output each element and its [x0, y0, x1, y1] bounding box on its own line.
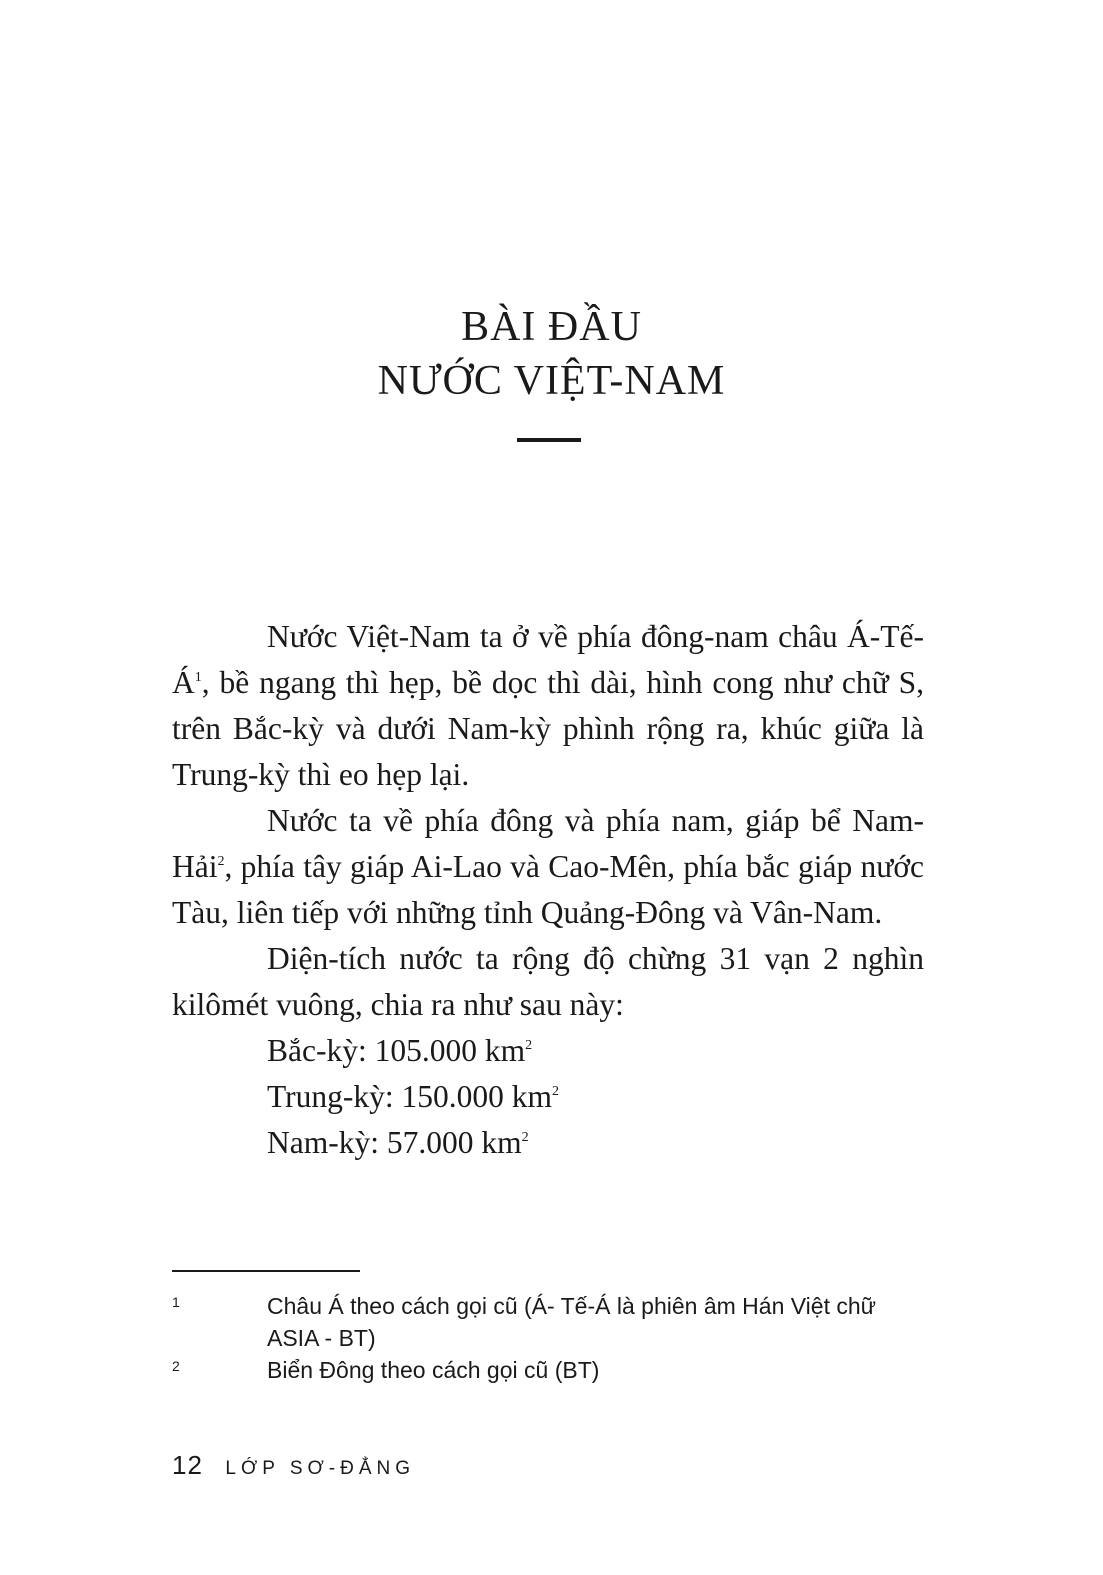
footnote-ref-2[interactable]: 2: [217, 854, 225, 869]
paragraph-1: [172, 614, 924, 798]
footnote-divider: [172, 1270, 360, 1272]
footnote-2: [172, 1354, 924, 1386]
footnote-ref-1[interactable]: 1: [194, 670, 202, 685]
chapter-heading: BÀI ĐẦU: [461, 304, 642, 350]
chapter-title: NƯỚC VIỆT-NAM: [377, 358, 726, 404]
area-bac-ky-unit-sup: 2: [525, 1038, 533, 1053]
area-trung-ky-text: Trung-kỳ: 150.000 km: [267, 1079, 552, 1114]
paragraph-2: [172, 798, 924, 936]
area-trung-ky-unit-sup: 2: [552, 1084, 559, 1099]
footnote-2-number: 2: [172, 1358, 180, 1374]
paragraph-1-text-a: Nước Việt-Nam ta ở về phía đông-nam châu Á-Tế-Á: [172, 619, 924, 700]
chapter-title-block: [0, 300, 1103, 408]
area-bac-ky-text: Bắc-kỳ: 105.000 km: [267, 1033, 526, 1068]
footnote-1: [172, 1290, 924, 1354]
footnote-1-text: Châu Á theo cách gọi cũ (Á- Tế-Á là phiên âm Hán Việt chữ ASIA - BT): [267, 1293, 877, 1351]
body-text: [172, 614, 924, 1166]
paragraph-1-text-b: , bề ngang thì hẹp, bề dọc thì dài, hình cong như chữ S, trên Bắc-kỳ và dưới Nam-kỳ phình rộng ra, khúc giữa là Trung-kỳ thì eo hẹp lại.: [172, 665, 924, 792]
page-number: 12: [172, 1450, 203, 1480]
area-trung-ky: [172, 1074, 924, 1120]
paragraph-3: Diện-tích nước ta rộng độ chừng 31 vạn 2 nghìn kilômét vuông, chia ra như sau này:: [172, 941, 924, 1022]
area-nam-ky-text: Nam-kỳ: 57.000 km: [267, 1125, 522, 1160]
footnote-1-number: 1: [172, 1294, 180, 1310]
area-bac-ky: [172, 1028, 924, 1074]
footnote-2-text: Biển Đông theo cách gọi cũ (BT): [267, 1357, 600, 1383]
paragraph-2-text-a: Nước ta về phía đông và phía nam, giáp bể Nam-Hải: [172, 803, 924, 884]
page-footer: [172, 1450, 415, 1481]
paragraph-2-text-b: , phía tây giáp Ai-Lao và Cao-Mên, phía bắc giáp nước Tàu, liên tiếp với những tỉnh Quảng-Đông và Vân-Nam.: [172, 849, 924, 930]
title-divider: [517, 438, 581, 442]
footnotes: [172, 1290, 924, 1386]
area-nam-ky: [172, 1120, 924, 1166]
running-title: LỚP SƠ-ĐẲNG: [225, 1458, 416, 1479]
area-nam-ky-unit-sup: 2: [521, 1130, 529, 1145]
